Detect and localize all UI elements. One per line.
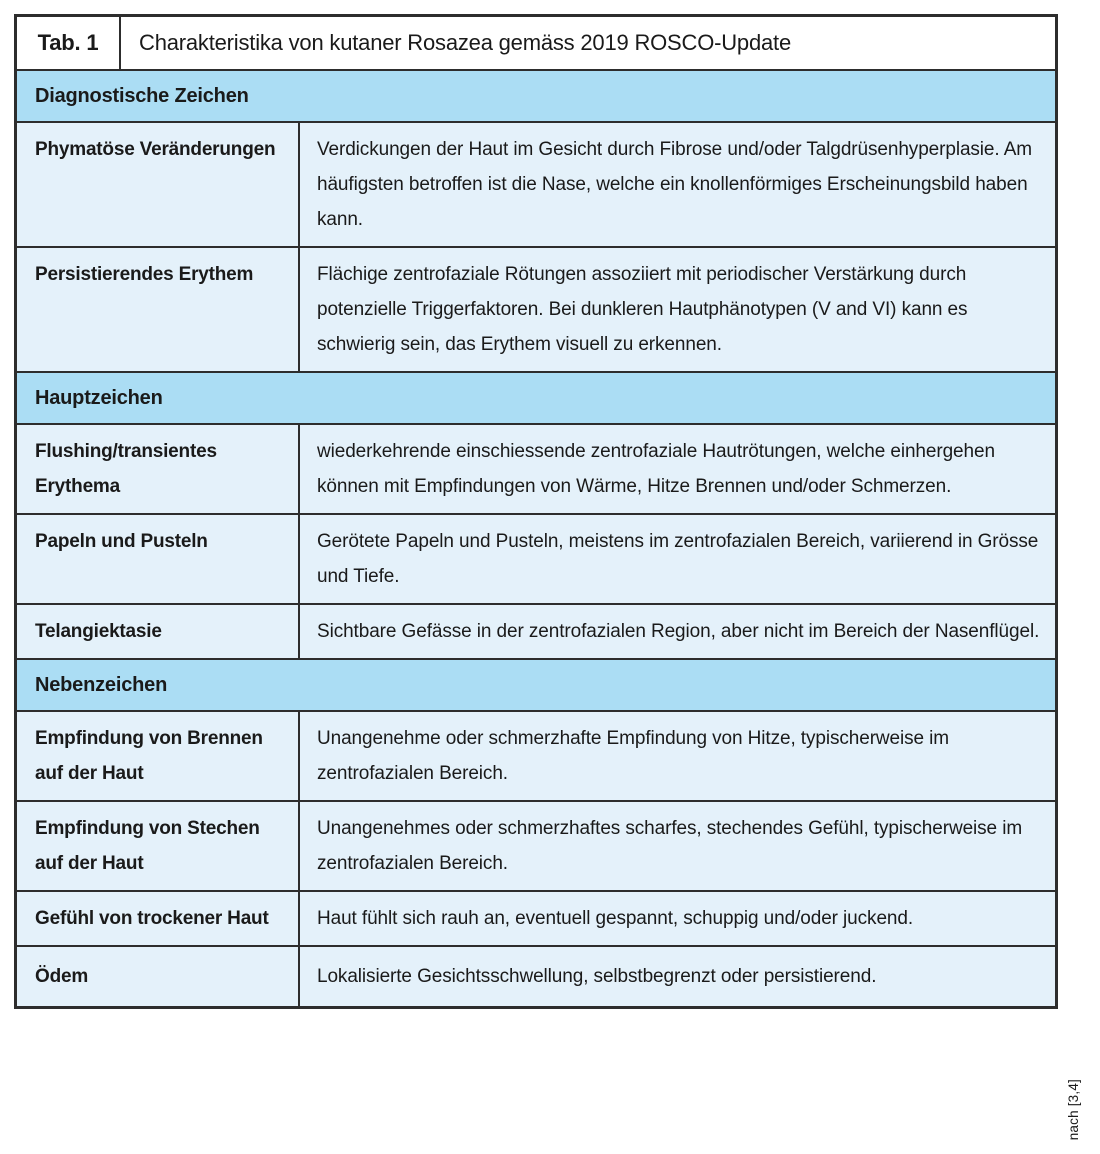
table-row-telangiektasie — [17, 605, 1055, 660]
term-cell: Phymatöse Veränderungen — [17, 123, 300, 246]
table-row-flushing-transientes-erythema — [17, 425, 1055, 515]
source-note: nach [3,4] — [1066, 1078, 1081, 1140]
characteristics-table — [14, 14, 1058, 1009]
description-cell: Verdickungen der Haut im Gesicht durch Fibrose und/oder Talgdrüsenhyperplasie. Am häufigsten betroffen ist die Nase, welche ein knollenförmiges Erscheinungsbild haben kann. — [317, 139, 1033, 230]
table-row-phymatoese-veraenderungen — [17, 123, 1055, 248]
description-cell: wiederkehrende einschiessende zentrofaziale Hautrötungen, welche einhergehen können mit Empfindungen von Wärme, Hitze Brennen und/oder Schmerzen. — [317, 441, 995, 497]
description-cell: Unangenehmes oder schmerzhaftes scharfes, stechendes Gefühl, typischerweise im zentrofazialen Bereich. — [317, 818, 1023, 874]
table-tag: Tab. 1 — [17, 17, 121, 69]
section-heading-diagnostische-zeichen: Diagnostische Zeichen — [17, 71, 1055, 123]
description-cell: Unangenehme oder schmerzhafte Empfindung von Hitze, typischerweise im zentrofazialen Bereich. — [317, 728, 950, 784]
term-cell: Persistierendes Erythem — [17, 248, 300, 371]
description-cell: Flächige zentrofaziale Rötungen assoziiert mit periodischer Verstärkung durch potenzielle Triggerfaktoren. Bei dunkleren Hautphänotypen (V and VI) kann es schwierig sein, das Erythem visuell zu erkennen. — [317, 264, 968, 355]
table-row-trockene-haut — [17, 892, 1055, 947]
table-header-row — [17, 17, 1055, 71]
table-row-papeln-und-pusteln — [17, 515, 1055, 605]
term-cell: Empfindung von Stechen auf der Haut — [17, 802, 300, 890]
term-cell: Flushing/​transientes Erythema — [17, 425, 300, 513]
table-row-empfindung-stechen — [17, 802, 1055, 892]
term-cell: Empfindung von Brennen auf der Haut — [17, 712, 300, 800]
description-cell: Lokalisierte Gesichtsschwellung, selbstbegrenzt oder persistierend. — [317, 966, 877, 987]
term-cell: Papeln und Pusteln — [17, 515, 300, 603]
table-row-persistierendes-erythem — [17, 248, 1055, 373]
description-cell: Gerötete Papeln und Pusteln, meistens im zentrofazialen Bereich, variierend in Grösse und Tiefe. — [317, 531, 1039, 587]
section-heading-hauptzeichen: Hauptzeichen — [17, 373, 1055, 425]
table-row-empfindung-brennen — [17, 712, 1055, 802]
term-cell: Ödem — [17, 947, 300, 1006]
term-cell: Gefühl von trockener Haut — [17, 892, 300, 945]
section-heading-nebenzeichen: Nebenzeichen — [17, 660, 1055, 712]
term-cell: Telangiektasie — [17, 605, 300, 658]
table-row-oedem — [17, 947, 1055, 1006]
description-cell: Haut fühlt sich rauh an, eventuell gespannt, schuppig und/oder juckend. — [317, 908, 914, 929]
description-cell: Sichtbare Gefässe in der zentrofazialen Region, aber nicht im Bereich der Nasenflügel. — [317, 621, 1040, 642]
table-title: Charakteristika von kutaner Rosazea gemäss 2019 ROSCO-Update — [139, 30, 791, 55]
